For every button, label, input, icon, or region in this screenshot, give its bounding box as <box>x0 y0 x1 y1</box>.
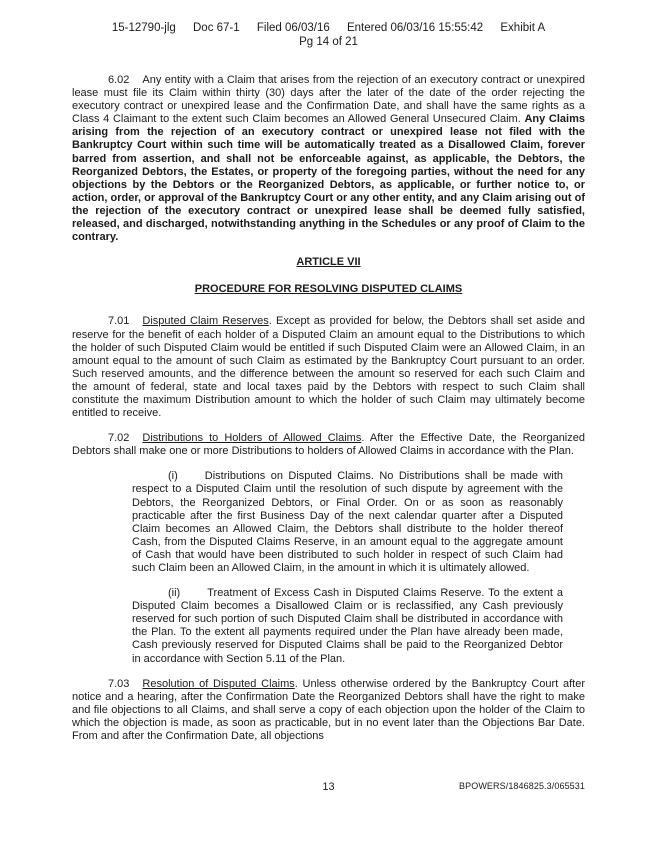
filed-date: Filed 06/03/16 <box>256 22 330 34</box>
section-7-02-heading: Distributions to Holders of Allowed Claims <box>142 432 362 445</box>
section-6-02-bold-text: Any Claims arising from the rejection of an executory contract or unexpired lease not filed with the Bankruptcy Court within such time will be automatically treated as a Disallowed Claim, forever barred from assertion, and shall not be enforceable against, as applicable, the Debtors, the Reorganized Debtors, the Estates, or property of the foregoing parties, without the need for any objections by the Debtors or the Reorganized Debtors, as applicable, or further notice to, or action, order, or approval of the Bankruptcy Court or any other entity, and any Claim arising out of the rejection of the executory contract or unexpired lease shall be deemed fully satisfied, released, and discharged, notwithstanding anything in the Schedules or any proof of Claim to the contrary. <box>72 113 585 244</box>
document-body <box>72 74 585 743</box>
case-number: 15-12790-jlg <box>111 22 176 34</box>
subsection-i <box>132 470 563 575</box>
section-6-02-number: 6.02 <box>108 74 130 86</box>
entered-timestamp: Entered 06/03/16 15:55:42 <box>346 22 484 34</box>
doc-number: Doc 67-1 <box>193 22 240 34</box>
section-7-03-heading: Resolution of Disputed Claims <box>142 677 295 690</box>
subsection-i-text: Distributions on Disputed Claims. No Distributions shall be made with respect to a Disputed Claim until the resolution of such dispute by agreement with the Debtors, the Reorganized Debtors, or Final Order. On or as soon as reasonably practicable after the first Business Day of the next calendar quarter after a Disputed Claim becomes an Allowed Claim, the Debtors shall distribute to the holder thereof Cash, from the Disputed Claims Reserve, in an amount equal to the aggregate amount of Cash that would have been distributed to such holder in respect of such Claim had such Claim been an Allowed Claim, in the amount in which it is ultimately allowed. <box>132 470 563 574</box>
footer-document-id: BPOWERS/1846825.3/065531 <box>459 781 585 791</box>
section-7-03-text: . Unless otherwise ordered by the Bankruptcy Court after notice and a hearing, after the Confirmation Date the Reorganized Debtors shall have the right to make and file objections to all Claims, and shall serve a copy of each objection upon the holder of the Claim to which the objection is made, as soon as practicable, but in no event later than the Objections Bar Date. From and after the Confirmation Date, all objections <box>72 677 585 743</box>
section-7-01-number: 7.01 <box>108 315 130 328</box>
header-case-line <box>72 21 585 35</box>
section-7-01-text: . Except as provided for below, the Debtors shall set aside and reserve for the benefit of each holder of a Disputed Claim an amount equal to the Distributions to which the holder of such Disputed Claim would be entitled if such Disputed Claim were an Allowed Claim, in an amount equal to the amount of such Claim as estimated by the Bankruptcy Court pursuant to an order. Such reserved amounts, and the difference between the amount so reserved for each such Claim and the amount of federal, state and local taxes paid by the Debtors with respect to such Claim shall constitute the maximum Distribution amount to which the holder of such Claim may ultimately become entitled to receive. <box>72 315 585 420</box>
section-7-02-number: 7.02 <box>108 432 130 445</box>
footer-page-number: 13 <box>322 781 335 793</box>
section-7-01-heading: Disputed Claim Reserves <box>142 315 269 328</box>
subsection-ii-text: Treatment of Excess Cash in Disputed Claims Reserve. To the extent a Disputed Claim becomes a Disallowed Claim or is reclassified, any Cash previously reserved for such portion of such Disputed Claim shall be distributed in accordance with the Plan. To the extent all payments required under the Plan have already been made, Cash previously reserved for Disputed Claims shall be paid to the Reorganized Debtor in accordance with Section 5.11 of the Plan. <box>132 587 563 665</box>
article-vii-subtitle: PROCEDURE FOR RESOLVING DISPUTED CLAIMS <box>194 283 463 296</box>
header-page-indicator: Pg 14 of 21 <box>299 36 358 48</box>
section-7-02 <box>72 432 585 458</box>
court-filing-header <box>72 21 585 49</box>
section-7-01 <box>72 315 585 420</box>
section-6-02 <box>72 74 585 244</box>
section-7-02-text: . After the Effective Date, the Reorganized Debtors shall make one or more Distributions to holders of Allowed Claims in accordance with the Plan. <box>72 432 585 458</box>
subsection-i-number: (i) <box>168 470 178 483</box>
article-vii-heading: ARTICLE VII <box>296 256 361 269</box>
section-6-02-text: Any entity with a Claim that arises from the rejection of an executory contract or unexpired lease must file its Claim within thirty (30) days after the later of the date of the order rejecting the executory contract or unexpired lease and the Confirmation Date, and shall have the same rights as a Class 4 Claimant to the extent such Claim becomes an Allowed General Unsecured Claim. <box>72 74 585 126</box>
section-7-03 <box>72 678 585 743</box>
subsection-ii-number: (ii) <box>168 587 181 600</box>
exhibit-label: Exhibit A <box>500 22 546 34</box>
section-7-03-number: 7.03 <box>108 677 130 690</box>
subsection-ii <box>132 587 563 666</box>
